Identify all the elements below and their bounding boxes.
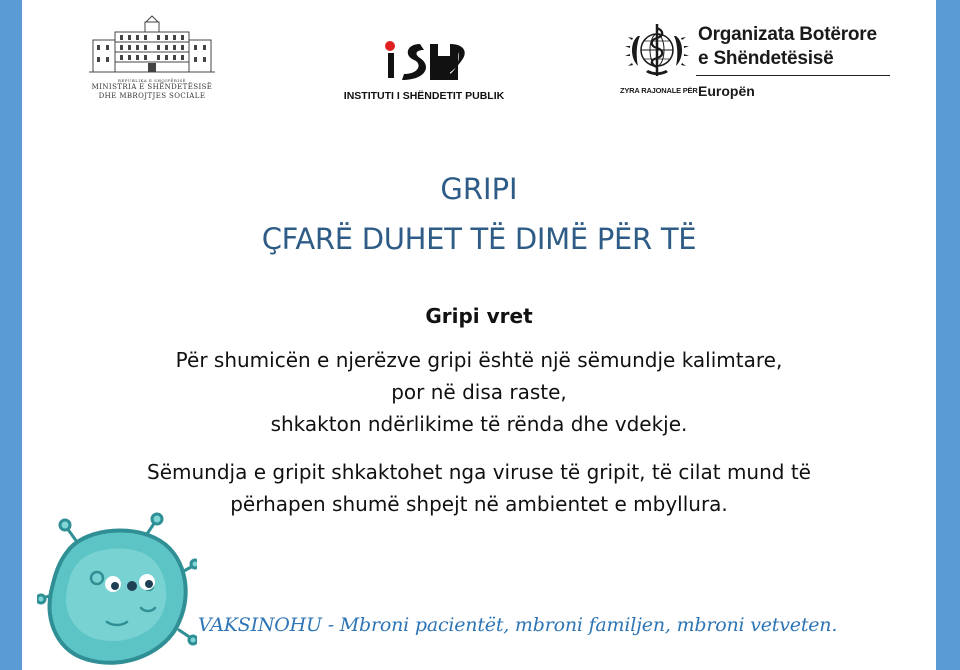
who-region-label: ZYRA RAJONALE PËR bbox=[620, 86, 698, 95]
who-divider bbox=[696, 75, 890, 76]
poster bbox=[22, 0, 936, 670]
ministry-logo bbox=[82, 14, 222, 101]
paragraph-2 bbox=[22, 456, 936, 520]
ish-logo bbox=[334, 38, 514, 102]
paragraph-1 bbox=[22, 344, 936, 440]
paragraph-1-line: por në disa raste, bbox=[391, 380, 567, 404]
slogan-call-to-action: VAKSINOHU bbox=[198, 614, 322, 636]
who-name-line1: Organizata Botërore bbox=[698, 24, 877, 45]
ministry-country-text: REPUBLIKA E SHQIPËRISË bbox=[117, 78, 187, 83]
slogan-text: - Mbroni pacientët, mbroni familjen, mbroni vetveten. bbox=[321, 614, 838, 636]
ministry-name-line2: DHE MBROJTJES SOCIALE bbox=[98, 92, 206, 100]
paragraph-2-line: përhapen shumë shpejt në ambientet e mbyllura. bbox=[230, 492, 728, 516]
paragraph-1-line: shkakton ndërlikime të rënda dhe vdekje. bbox=[270, 412, 688, 436]
who-name-line2: e Shëndetësisë bbox=[698, 48, 834, 69]
virus-mascot-icon bbox=[37, 512, 197, 670]
who-region-name: Europën bbox=[698, 83, 755, 99]
ministry-name-line1: MINISTRIA E SHËNDETËSISË bbox=[91, 83, 213, 91]
government-building-icon bbox=[87, 14, 217, 76]
page-subtitle: ÇFARË DUHET TË DIMË PËR TË bbox=[261, 222, 697, 256]
ish-logo-icon bbox=[376, 38, 472, 82]
who-emblem-icon bbox=[622, 20, 692, 80]
ish-caption: INSTITUTI I SHËNDETIT PUBLIK bbox=[343, 90, 505, 102]
who-logo bbox=[620, 18, 900, 108]
paragraph-2-line: Sëmundja e gripit shkaktohet nga viruse të gripit, të cilat mund të bbox=[147, 460, 811, 484]
section-heading: Gripi vret bbox=[425, 304, 533, 328]
page-title: GRIPI bbox=[440, 172, 518, 206]
paragraph-1-line: Për shumicën e njerëzve gripi është një sëmundje kalimtare, bbox=[175, 348, 783, 372]
footer-slogan bbox=[198, 614, 837, 636]
